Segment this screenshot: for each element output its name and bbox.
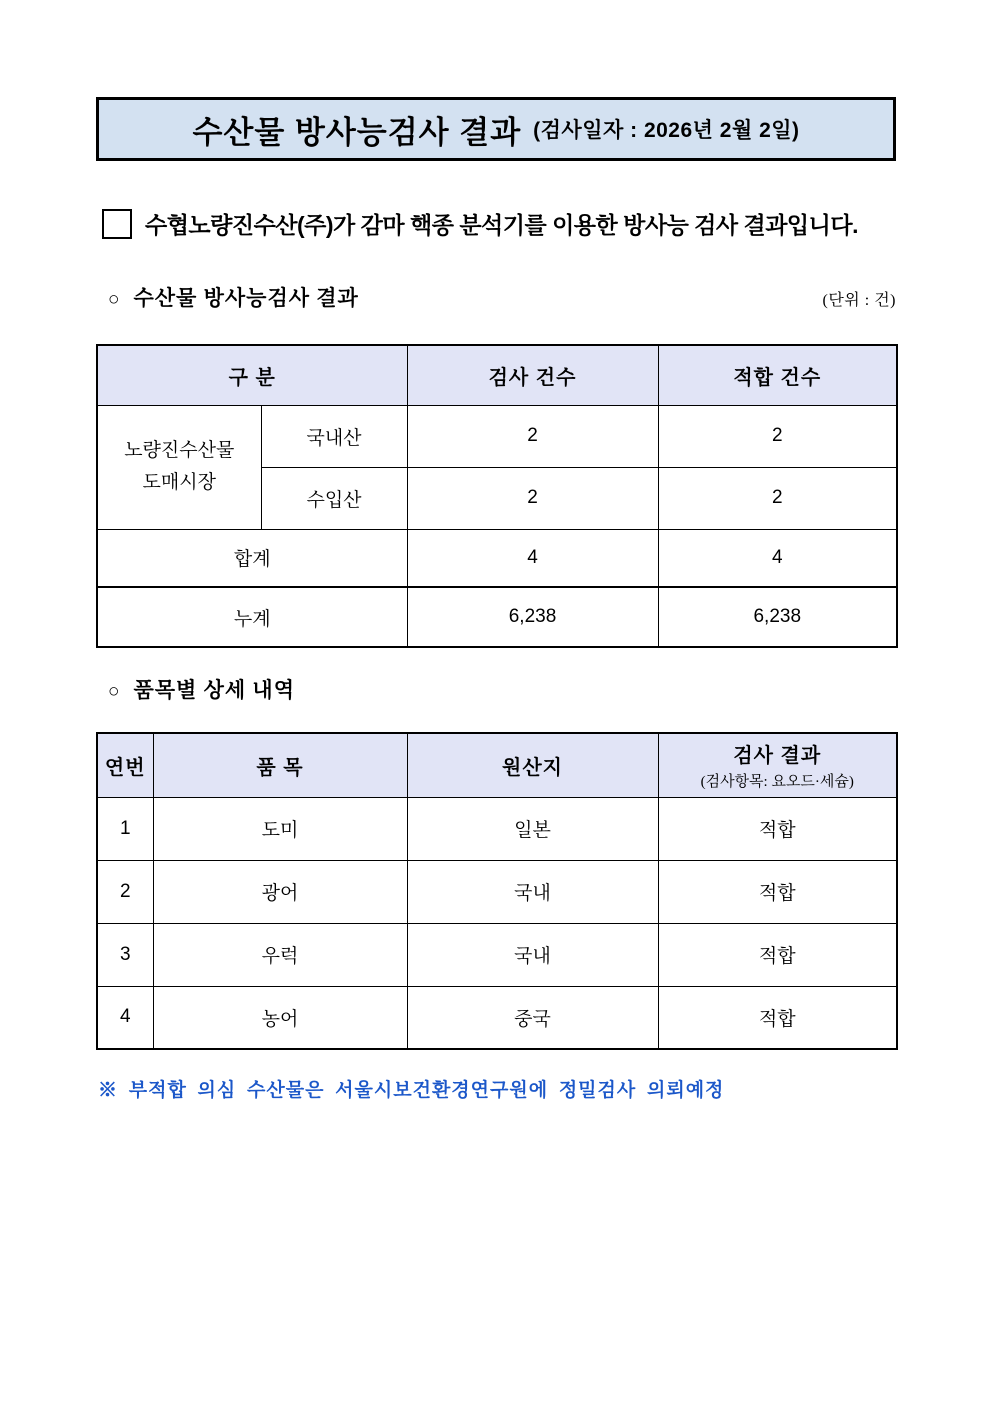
intro-text: 수협노량진수산(주)가 감마 핵종 분석기를 이용한 방사능 검사 결과입니다. [145, 212, 858, 238]
passed-count-cell: 2 [658, 467, 897, 529]
item-origin-cell: 국내 [407, 860, 658, 923]
item-row [97, 860, 897, 923]
origin-type-cell: 수입산 [261, 467, 407, 529]
item-no-cell: 3 [97, 923, 153, 986]
item-origin-cell: 국내 [407, 923, 658, 986]
summary-table [96, 344, 898, 648]
total-tested-cell: 4 [407, 529, 658, 587]
title-banner [96, 97, 896, 161]
cumulative-passed-cell: 6,238 [658, 587, 897, 647]
item-name-cell: 우럭 [153, 923, 407, 986]
section1-heading [108, 282, 359, 312]
item-result-cell: 적합 [658, 860, 897, 923]
total-label-cell: 합계 [97, 529, 407, 587]
col-header-result [658, 733, 897, 797]
page-title: 수산물 방사능검사 결과 [192, 114, 522, 150]
market-group-cell [97, 405, 261, 529]
total-passed-cell: 4 [658, 529, 897, 587]
item-detail-table [96, 732, 898, 1050]
market-group-line1: 노량진수산물 [124, 439, 235, 461]
section2-heading-row [96, 674, 896, 704]
table-row-domestic [97, 405, 897, 467]
item-origin-cell: 일본 [407, 797, 658, 860]
cumulative-label-cell: 누계 [97, 587, 407, 647]
square-checkbox-icon [102, 209, 132, 239]
item-row [97, 986, 897, 1049]
col-header-category: 구 분 [97, 345, 407, 405]
item-origin-cell: 중국 [407, 986, 658, 1049]
item-no-cell: 4 [97, 986, 153, 1049]
col-header-result-sub: (검사항목: 요오드·세슘) [700, 774, 854, 791]
col-header-result-title: 검사 결과 [733, 745, 822, 768]
item-no-cell: 1 [97, 797, 153, 860]
summary-header-row [97, 345, 897, 405]
col-header-tested: 검사 건수 [407, 345, 658, 405]
item-result-cell: 적합 [658, 797, 897, 860]
col-header-passed: 적합 건수 [658, 345, 897, 405]
intro-line [96, 207, 896, 240]
section1-heading-text: 수산물 방사능검사 결과 [133, 286, 359, 310]
document-page [96, 0, 896, 1102]
cumulative-tested-cell: 6,238 [407, 587, 658, 647]
tested-count-cell: 2 [407, 405, 658, 467]
item-result-cell: 적합 [658, 923, 897, 986]
table-row-cumulative [97, 587, 897, 647]
section2-heading-text: 품목별 상세 내역 [133, 678, 295, 702]
tested-count-cell: 2 [407, 467, 658, 529]
col-header-item: 품 목 [153, 733, 407, 797]
circle-bullet-icon: ○ [108, 681, 120, 702]
col-header-no: 연번 [97, 733, 153, 797]
item-name-cell: 도미 [153, 797, 407, 860]
item-name-cell: 광어 [153, 860, 407, 923]
col-header-origin: 원산지 [407, 733, 658, 797]
item-result-cell: 적합 [658, 986, 897, 1049]
detail-header-row [97, 733, 897, 797]
unit-note: (단위 : 건) [822, 292, 896, 309]
item-row [97, 797, 897, 860]
circle-bullet-icon: ○ [108, 289, 120, 310]
section1-heading-row [96, 282, 896, 312]
title-date-note: (검사일자 : 2026년 2월 2일) [533, 119, 800, 142]
item-row [97, 923, 897, 986]
origin-type-cell: 국내산 [261, 405, 407, 467]
table-row-total [97, 529, 897, 587]
item-name-cell: 농어 [153, 986, 407, 1049]
footer-note: ※ 부적합 의심 수산물은 서울시보건환경연구원에 정밀검사 의뢰예정 [98, 1080, 725, 1101]
item-no-cell: 2 [97, 860, 153, 923]
passed-count-cell: 2 [658, 405, 897, 467]
market-group-line2: 도매시장 [142, 472, 216, 493]
section2-heading [108, 674, 295, 704]
